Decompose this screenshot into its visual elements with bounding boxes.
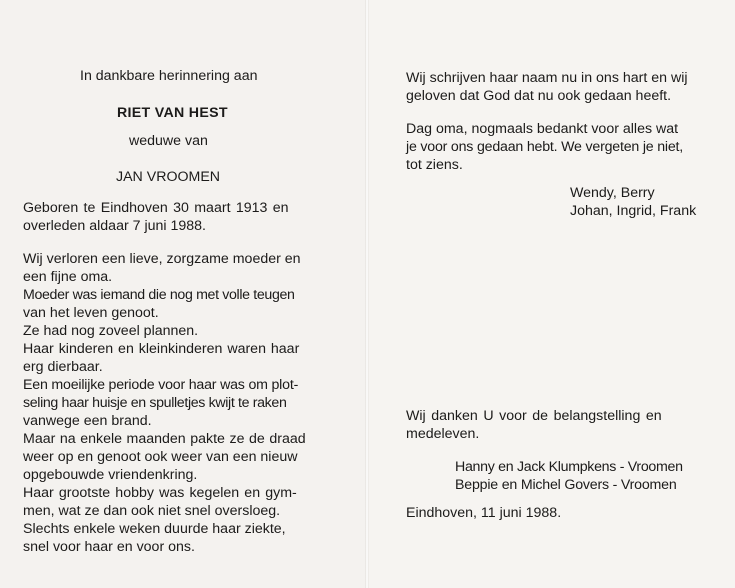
place-date: Eindhoven, 11 juni 1988. (406, 505, 562, 521)
text-line: Maar na enkele maanden pakte ze de draad (23, 431, 306, 447)
deceased-name: RIET VAN HEST (117, 105, 228, 121)
card-fold (365, 0, 369, 588)
text-line: je voor ons gedaan hebt. We vergeten je niet, (406, 139, 684, 155)
right-page (367, 0, 735, 588)
intro-text: In dankbare herinnering aan (80, 68, 258, 84)
birth-line-1: Geboren te Eindhoven 30 maart 1913 en (23, 200, 289, 216)
text-line: vanwege een brand. (23, 413, 152, 429)
husband-name: JAN VROOMEN (116, 169, 221, 185)
text-line: Slechts enkele weken duurde haar ziekte, (23, 521, 286, 537)
text-line: Haar grootste hobby was kegelen en gym- (23, 485, 297, 501)
family-line-1: Hanny en Jack Klumpkens - Vroomen (455, 459, 683, 475)
text-line: Ze had nog zoveel plannen. (23, 323, 199, 339)
text-line: men, wat ze dan ook niet snel oversloeg. (23, 503, 281, 519)
signature-line-1: Wendy, Berry (570, 185, 655, 201)
birth-line-2: overleden aldaar 7 juni 1988. (23, 218, 206, 234)
text-line: weer op en genoot ook weer van een nieuw (23, 449, 298, 465)
text-line: Wij schrijven haar naam nu in ons hart en wij (406, 70, 688, 86)
thanks-line-2: medeleven. (406, 426, 480, 442)
text-line: erg dierbaar. (23, 359, 103, 375)
text-line: Moeder was iemand die nog met volle teugen (23, 287, 295, 303)
text-line: Wij verloren een lieve, zorgzame moeder en (23, 251, 301, 267)
text-line: geloven dat God dat nu ook gedaan heeft. (406, 88, 672, 104)
text-line: een fijne oma. (23, 269, 113, 285)
text-line: van het leven genoot. (23, 305, 159, 321)
text-line: Haar kinderen en kleinkinderen waren haar (23, 341, 300, 357)
widow-of-text: weduwe van (129, 133, 208, 149)
family-line-2: Beppie en Michel Govers - Vroomen (455, 477, 677, 493)
text-line: snel voor haar en voor ons. (23, 539, 195, 555)
text-line: Een moeilijke periode voor haar was om plot- (23, 377, 299, 393)
signature-line-2: Johan, Ingrid, Frank (570, 203, 697, 219)
left-page (0, 0, 367, 588)
text-line: opgebouwde vriendenkring. (23, 467, 198, 483)
text-line: seling haar huisje en spulletjes kwijt te raken (23, 395, 287, 411)
thanks-line-1: Wij danken U voor de belangstelling en (406, 408, 662, 424)
text-line: tot ziens. (406, 157, 463, 173)
text-line: Dag oma, nogmaals bedankt voor alles wat (406, 121, 679, 137)
